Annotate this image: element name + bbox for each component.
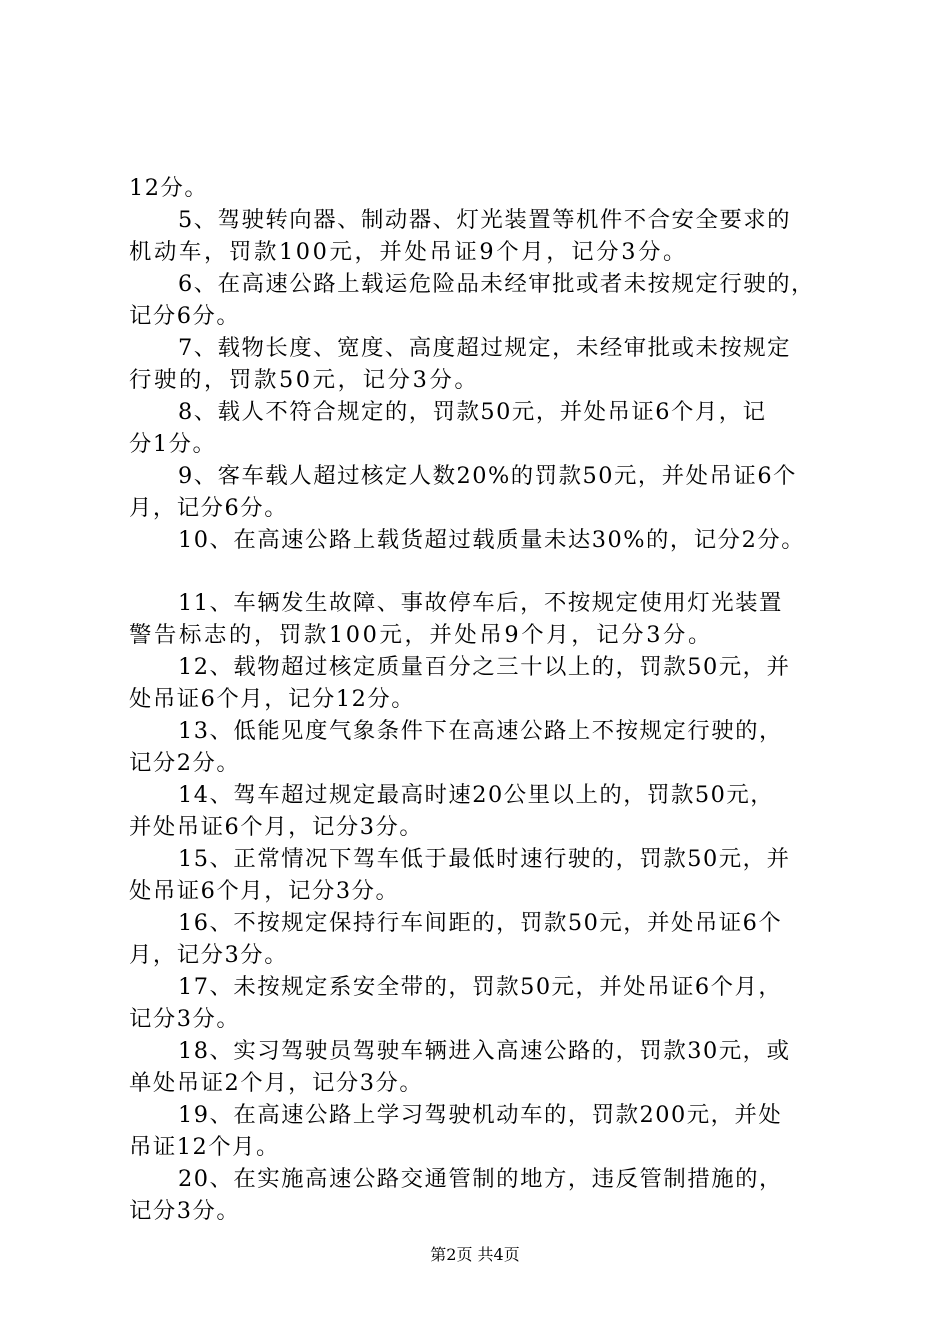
text-line: 并处吊证6个月，记分3分。 bbox=[129, 814, 424, 840]
text-line: 8、载人不符合规定的，罚款50元，并处吊证6个月，记 bbox=[178, 399, 767, 425]
text-line: 19、在高速公路上学习驾驶机动车的，罚款200元，并处 bbox=[178, 1102, 783, 1128]
text-line: 10、在高速公路上载货超过载质量未达30%的，记分2分。 bbox=[178, 527, 806, 553]
text-line: 月，记分3分。 bbox=[129, 942, 289, 968]
page-number-footer: 第2页 共4页 bbox=[430, 1245, 520, 1264]
text-line: 月，记分6分。 bbox=[129, 495, 289, 521]
text-line: 7、载物长度、宽度、高度超过规定，未经审批或未按规定 bbox=[178, 335, 792, 361]
text-line: 13、低能见度气象条件下在高速公路上不按规定行驶的， bbox=[178, 718, 783, 744]
text-line: 6、在高速公路上载运危险品未经审批或者未按规定行驶的， bbox=[178, 271, 815, 297]
text-line: 吊证12个月。 bbox=[129, 1134, 280, 1160]
text-line: 处吊证6个月，记分3分。 bbox=[129, 878, 400, 904]
text-line: 记分2分。 bbox=[129, 750, 241, 776]
text-line: 记分3分。 bbox=[129, 1006, 241, 1032]
text-line: 9、客车载人超过核定人数20%的罚款50元，并处吊证6个 bbox=[178, 463, 797, 489]
text-line: 单处吊证2个月，记分3分。 bbox=[129, 1070, 424, 1096]
text-line: 12、载物超过核定质量百分之三十以上的，罚款50元，并 bbox=[178, 654, 791, 680]
text-line: 17、未按规定系安全带的，罚款50元，并处吊证6个月， bbox=[178, 974, 783, 1000]
text-line: 警告标志的，罚款100元，并处吊9个月，记分3分。 bbox=[129, 622, 714, 648]
text-line: 处吊证6个月，记分12分。 bbox=[129, 686, 416, 712]
text-line: 5、驾驶转向器、制动器、灯光装置等机件不合安全要求的 bbox=[178, 207, 792, 233]
text-line: 12分。 bbox=[129, 175, 209, 201]
text-line: 记分3分。 bbox=[129, 1198, 241, 1224]
text-line: 20、在实施高速公路交通管制的地方，违反管制措施的， bbox=[178, 1166, 783, 1192]
text-line: 16、不按规定保持行车间距的，罚款50元，并处吊证6个 bbox=[178, 910, 783, 936]
text-line: 分1分。 bbox=[129, 431, 217, 457]
text-line: 行驶的，罚款50元，记分3分。 bbox=[129, 367, 480, 393]
paragraph-gap bbox=[129, 556, 835, 587]
text-line: 18、实习驾驶员驾驶车辆进入高速公路的，罚款30元，或 bbox=[178, 1038, 791, 1064]
text-line: 记分6分。 bbox=[129, 303, 241, 329]
text-line: 15、正常情况下驾车低于最低时速行驶的，罚款50元，并 bbox=[178, 846, 791, 872]
text-line: 11、车辆发生故障、事故停车后，不按规定使用灯光装置 bbox=[178, 590, 783, 616]
text-line: 14、驾车超过规定最高时速20公里以上的，罚款50元， bbox=[178, 782, 775, 808]
text-line: 机动车，罚款100元，并处吊证9个月，记分3分。 bbox=[129, 239, 689, 265]
document-body bbox=[129, 172, 835, 1227]
